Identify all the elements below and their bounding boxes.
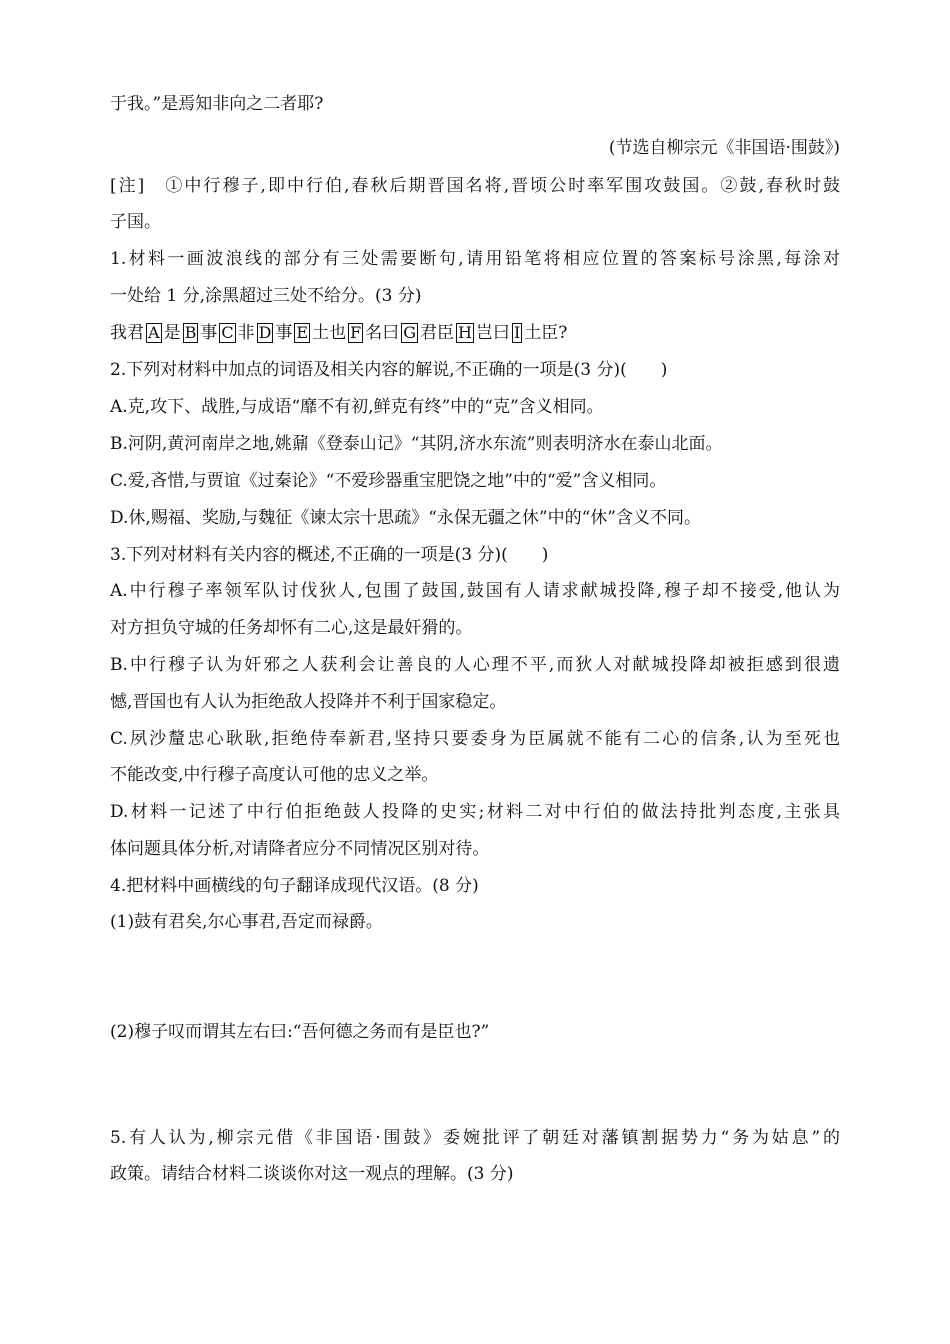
sentence-segment: 非 [237, 323, 255, 343]
question-4-stem: 4.把材料中画横线的句子翻译成现代汉语。(8 分) [110, 876, 479, 896]
question-3-option-a-line-2: 对方担负守城的任务却怀有二心,这是最奸猾的。 [110, 618, 473, 638]
question-3-option-b-line-1: B.中行穆子认为奸邪之人获利会让善良的人心理不平,而狄人对献城投降却被拒感到很遗 [110, 655, 840, 675]
question-3-option-d-line-2: 体问题具体分析,对请降者应分不同情况区别对待。 [110, 839, 490, 859]
question-1-sentence [110, 321, 840, 345]
question-3-option-c-line-2: 不能改变,中行穆子高度认可他的忠义之举。 [110, 765, 439, 785]
note-line-1: [注] ①中行穆子,即中行伯,春秋后期晋国名将,晋顷公时率军围攻鼓国。②鼓,春秋时鼓 [110, 176, 840, 196]
question-1-stem-line-2: 一处给 1 分,涂黑超过三处不给分。(3 分) [110, 286, 422, 306]
sentence-segment: 岂曰 [475, 323, 510, 343]
sentence-segment: 是 [163, 323, 181, 343]
question-4-sentence-1: (1)鼓有君矣,尔心事君,吾定而禄爵。 [110, 912, 383, 932]
sentence-segment: 土臣? [524, 323, 568, 343]
break-mark-h[interactable]: H [457, 323, 472, 342]
break-mark-d[interactable]: D [258, 323, 272, 342]
sentence-segment: 君臣 [419, 323, 454, 343]
question-2-option-c: C.爱,吝惜,与贾谊《过秦论》“不爱珍器重宝肥饶之地”中的“爱”含义相同。 [110, 471, 667, 491]
break-mark-g[interactable]: G [403, 323, 416, 342]
note-line-2: 子国。 [110, 212, 161, 232]
question-5-line-1: 5.有人认为,柳宗元借《非国语·围鼓》委婉批评了朝廷对藩镇割据势力“务为姑息”的 [110, 1128, 840, 1148]
sentence-segment: 事 [275, 323, 293, 343]
question-3-option-b-line-2: 憾,晋国也有人认为拒绝敌人投降并不利于国家稳定。 [110, 692, 507, 712]
question-2-stem: 2.下列对材料中加点的词语及相关内容的解说,不正确的一项是(3 分)( ) [110, 360, 668, 380]
break-mark-a[interactable]: A [148, 323, 160, 342]
question-3-stem: 3.下列对材料有关内容的概述,不正确的一项是(3 分)( ) [110, 545, 549, 565]
question-3-option-c-line-1: C.夙沙釐忠心耿耿,拒绝侍奉新君,坚持只要委身为臣属就不能有二心的信条,认为至死也 [110, 729, 840, 749]
question-5-line-2: 政策。请结合材料二谈谈你对这一观点的理解。(3 分) [110, 1164, 514, 1184]
break-mark-i[interactable]: I [513, 323, 521, 342]
break-mark-c[interactable]: C [221, 323, 234, 342]
question-4-sentence-2: (2)穆子叹而谓其左右曰:“吾何德之务而有是臣也?” [110, 1022, 490, 1042]
break-mark-f[interactable]: F [350, 323, 362, 342]
question-1-stem-line-1: 1.材料一画波浪线的部分有三处需要断句,请用铅笔将相应位置的答案标号涂黑,每涂对 [110, 249, 840, 269]
source-citation: (节选自柳宗元《非国语·围鼓》) [608, 138, 840, 158]
sentence-segment: 我君 [110, 323, 144, 343]
break-mark-b[interactable]: B [184, 323, 197, 342]
question-3-option-a-line-1: A.中行穆子率领军队讨伐狄人,包围了鼓国,鼓国有人请求献城投降,穆子却不接受,他认为 [110, 581, 840, 601]
intro-line: 于我。”是焉知非向之二者耶? [110, 94, 324, 114]
question-2-option-d: D.休,赐福、奖励,与魏征《谏太宗十思疏》“永保无疆之休”中的“休”含义不同。 [110, 508, 701, 528]
sentence-segment: 事 [200, 323, 218, 343]
break-mark-e[interactable]: E [296, 323, 309, 342]
question-2-option-b: B.河阴,黄河南岸之地,姚鼐《登泰山记》“其阴,济水东流”则表明济水在泰山北面。 [110, 434, 723, 454]
question-3-option-d-line-1: D.材料一记述了中行伯拒绝鼓人投降的史实;材料二对中行伯的做法持批判态度,主张具 [110, 802, 840, 822]
sentence-segment: 土也 [312, 323, 347, 343]
sentence-segment: 名曰 [365, 323, 400, 343]
question-2-option-a: A.克,攻下、战胜,与成语“靡不有初,鲜克有终”中的“克”含义相同。 [110, 397, 604, 417]
